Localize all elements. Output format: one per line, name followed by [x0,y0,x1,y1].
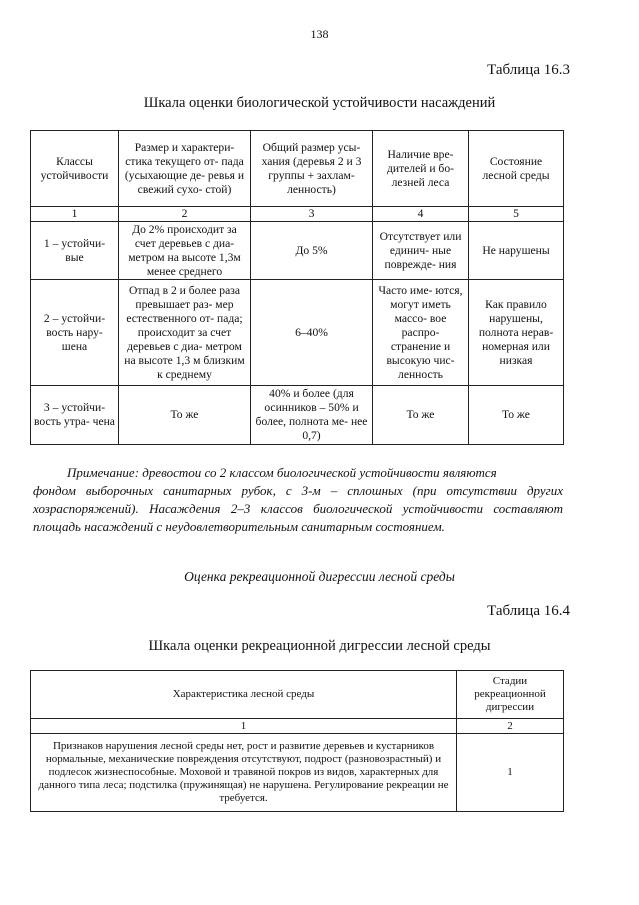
table-cell: 40% и более (для осинников – 50% и более, полнота ме- нее 0,7) [251,386,373,445]
table-cell: Отпад в 2 и более раза превышает раз- мер естественного от- пада; происходит за счет деревьев с диа- метром на высоте 1,3 м близким к среднему [119,280,251,386]
table-cell: То же [373,386,469,445]
page-number: 138 [310,27,329,41]
table-16-4-label: Таблица 16.4 [487,603,570,619]
table-cell: 1 – устойчи- вые [31,222,119,280]
table-header-row [31,671,564,719]
column-number: 2 [119,207,251,222]
note-first-line: Примечание: древостои со 2 классом биологической устойчивости являются [67,465,497,480]
table-cell: 3 – устойчи- вость утра- чена [31,386,119,445]
biological-stability-table [30,130,564,445]
table-cell: Как правило нарушены, полнота нерав- номерная или низкая [469,280,564,386]
table-cell: Признаков нарушения лесной среды нет, рост и развитие деревьев и кустарников нормальные, механические повреждения отсутствуют, подрост (разновозрастный) и подлесок жизнеспособные. Моховой и травяной покров из видов, характерных для данного типа леса; подстилка (пружинящая) не нарушена. Регулирование рекреации не требуется. [31,734,457,812]
table-cell: Не нарушены [469,222,564,280]
recreational-digression-table [30,670,564,812]
table-cell: То же [469,386,564,445]
header-cell: Общий размер усы- хания (деревья 2 и 3 группы + захлам- ленность) [251,131,373,207]
table-16-4-title: Шкала оценки рекреационной дигрессии лесной среды [148,638,491,654]
table-16-3-title: Шкала оценки биологической устойчивости насаждений [143,95,496,111]
table-cell: 2 – устойчи- вость нару- шена [31,280,119,386]
column-number-row [31,719,564,734]
column-number: 5 [469,207,564,222]
table-cell: То же [119,386,251,445]
note-body: фондом выборочных санитарных рубок, с 3-м – сплошных (при отсутствии других хозраспоряжений). Насаждения 2–3 классов биологической устойчивости составляют площадь насаждений с неудовлетворительным санитарным состоянием. [33,483,563,534]
header-cell: Размер и характери- стика текущего от- пада (усыхающие де- ревья и свежий сухо- стой) [119,131,251,207]
header-cell: Характеристика лесной среды [31,671,457,719]
column-number: 1 [31,207,119,222]
header-cell: Стадии рекреационной дигрессии [457,671,564,719]
table-cell: 6–40% [251,280,373,386]
section-title: Оценка рекреационной дигрессии лесной среды [184,569,455,584]
header-cell: Классы устойчивости [31,131,119,207]
table-cell: До 2% происходит за счет деревьев с диа- метром на высоте 1,3м менее среднего [119,222,251,280]
table-cell: Отсутствует или единич- ные поврежде- ния [373,222,469,280]
table-cell: До 5% [251,222,373,280]
header-cell: Наличие вре- дителей и бо- лезней леса [373,131,469,207]
column-number: 3 [251,207,373,222]
table-row [31,386,564,445]
column-number-row [31,207,564,222]
column-number: 4 [373,207,469,222]
table-cell: 1 [457,734,564,812]
table-row [31,734,564,812]
table-row [31,280,564,386]
table-cell: Часто име- ются, могут иметь массо- вое распро- странение и высокую чис- ленность [373,280,469,386]
table-row [31,222,564,280]
table-header-row [31,131,564,207]
table-note [33,464,563,536]
column-number: 1 [31,719,457,734]
header-cell: Состояние лесной среды [469,131,564,207]
table-16-3-label: Таблица 16.3 [487,62,570,78]
column-number: 2 [457,719,564,734]
